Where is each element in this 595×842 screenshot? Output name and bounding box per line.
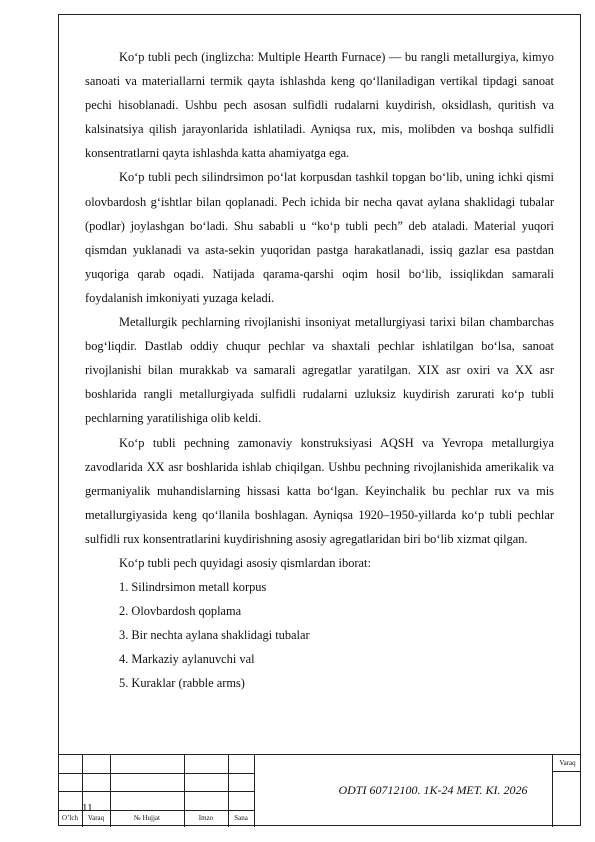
page-number: 11: [82, 802, 93, 814]
list-item: 1. Silindrsimon metall korpus: [119, 580, 267, 595]
list-item: 2. Olovbardosh qoplama: [119, 604, 242, 619]
stamp-row-line: [552, 771, 581, 772]
stamp-row-line: [58, 773, 254, 774]
paragraph-4: Ko‘p tubli pechning zamonaviy konstruksiyasi AQSH va Yevropa metallurgiya zavodlarida XX asr boshlarida ishlab chiqilgan. Ushbu pechning rivojlanishida amerikalik va germaniyalik muhandislarning hissasi katta bo‘lgan. Keyinchalik bu pechlar rux va mis metallurgiyasida keng qo‘llanila boshlagan. Ayniqsa 1920–1950-yillarda ko‘p tubli pechlar sulfidli rux konsentratlarini kuydirishning asosiy agregatlaridan biri bo‘lib xizmat qilgan.: [85, 435, 554, 546]
paragraph-2: Ko‘p tubli pech silindrsimon po‘lat korpusdan tashkil topgan bo‘lib, uning ichki qismi olovbardosh g‘ishtlar bilan qoplanadi. Pech ichida bir necha qavat aylana shaklidagi tubalar (podlar) joylashgan bo‘ladi. Shu sababli u “ko‘p tubli pech” deb ataladi. Material yuqori qismdan yuklanadi va asta-sekin yuqoridan pastga harakatlanadi, issiq gazlar esa pastdan yuqoriga qarab oqadi. Natijada qarama-qarshi oqim hosil bo‘lib, issiqlikdan samarali foydalanish imkoniyati yuzaga keladi.: [85, 170, 554, 305]
col-olch-label: O’lch: [62, 814, 78, 822]
title-block: [58, 754, 581, 826]
stamp-row-line: [58, 791, 254, 792]
list-item: 4. Markaziy aylanuvchi val: [119, 652, 255, 667]
col-imzo-label: Imzo: [198, 814, 214, 822]
col-varaq-label: Varaq: [87, 814, 105, 822]
document-code: ODTI 60712100. 1K-24 MET. KI. 2026: [338, 783, 528, 797]
list-item: 5. Kuraklar (rabble arms): [119, 676, 245, 691]
stamp-col-line: [254, 755, 255, 827]
list-heading: Ko‘p tubli pech quyidagi asosiy qismlardan iborat:: [119, 555, 371, 570]
col-hujjat-label: № Hujjat: [134, 814, 160, 822]
list-item: 3. Bir nechta aylana shaklidagi tubalar: [119, 628, 310, 643]
document-body: [85, 45, 554, 696]
sheet-label: Varaq: [559, 759, 576, 767]
col-sana-label: Sana: [234, 814, 248, 822]
paragraph-1: Ko‘p tubli pech (inglizcha: Multiple Hearth Furnace) — bu rangli metallurgiya, kimyo sanoati va materiallarni termik qayta ishlashda keng qo‘llaniladigan vertikal tipdagi sanoat pechi hisoblanadi. Ushbu pech asosan sulfidli rudalarni kuydirish, oksidlash, quritish va kalsinatsiya qilish jarayonlarida ishlatiladi. Ayniqsa rux, mis, molibden va boshqa sulfidli konsentratlarni qayta ishlashda katta ahamiyatga ega.: [85, 50, 554, 161]
paragraph-3: Metallurgik pechlarning rivojlanishi insoniyat metallurgiyasi tarixi bilan chambarchas bog‘liqdir. Dastlab oddiy chuqur pechlar va shaxtali pechlar ishlatilgan bo‘lsa, sanoat rivojlanishi bilan murakkab va samarali agregatlar yaratilgan. XIX asr oxiri va XX asr boshlarida rangli metallurgiyada sulfidli rudalarni uzluksiz kuydirish zarurati ko‘p tubli pechlarning yaratilishiga olib keldi.: [85, 315, 554, 426]
